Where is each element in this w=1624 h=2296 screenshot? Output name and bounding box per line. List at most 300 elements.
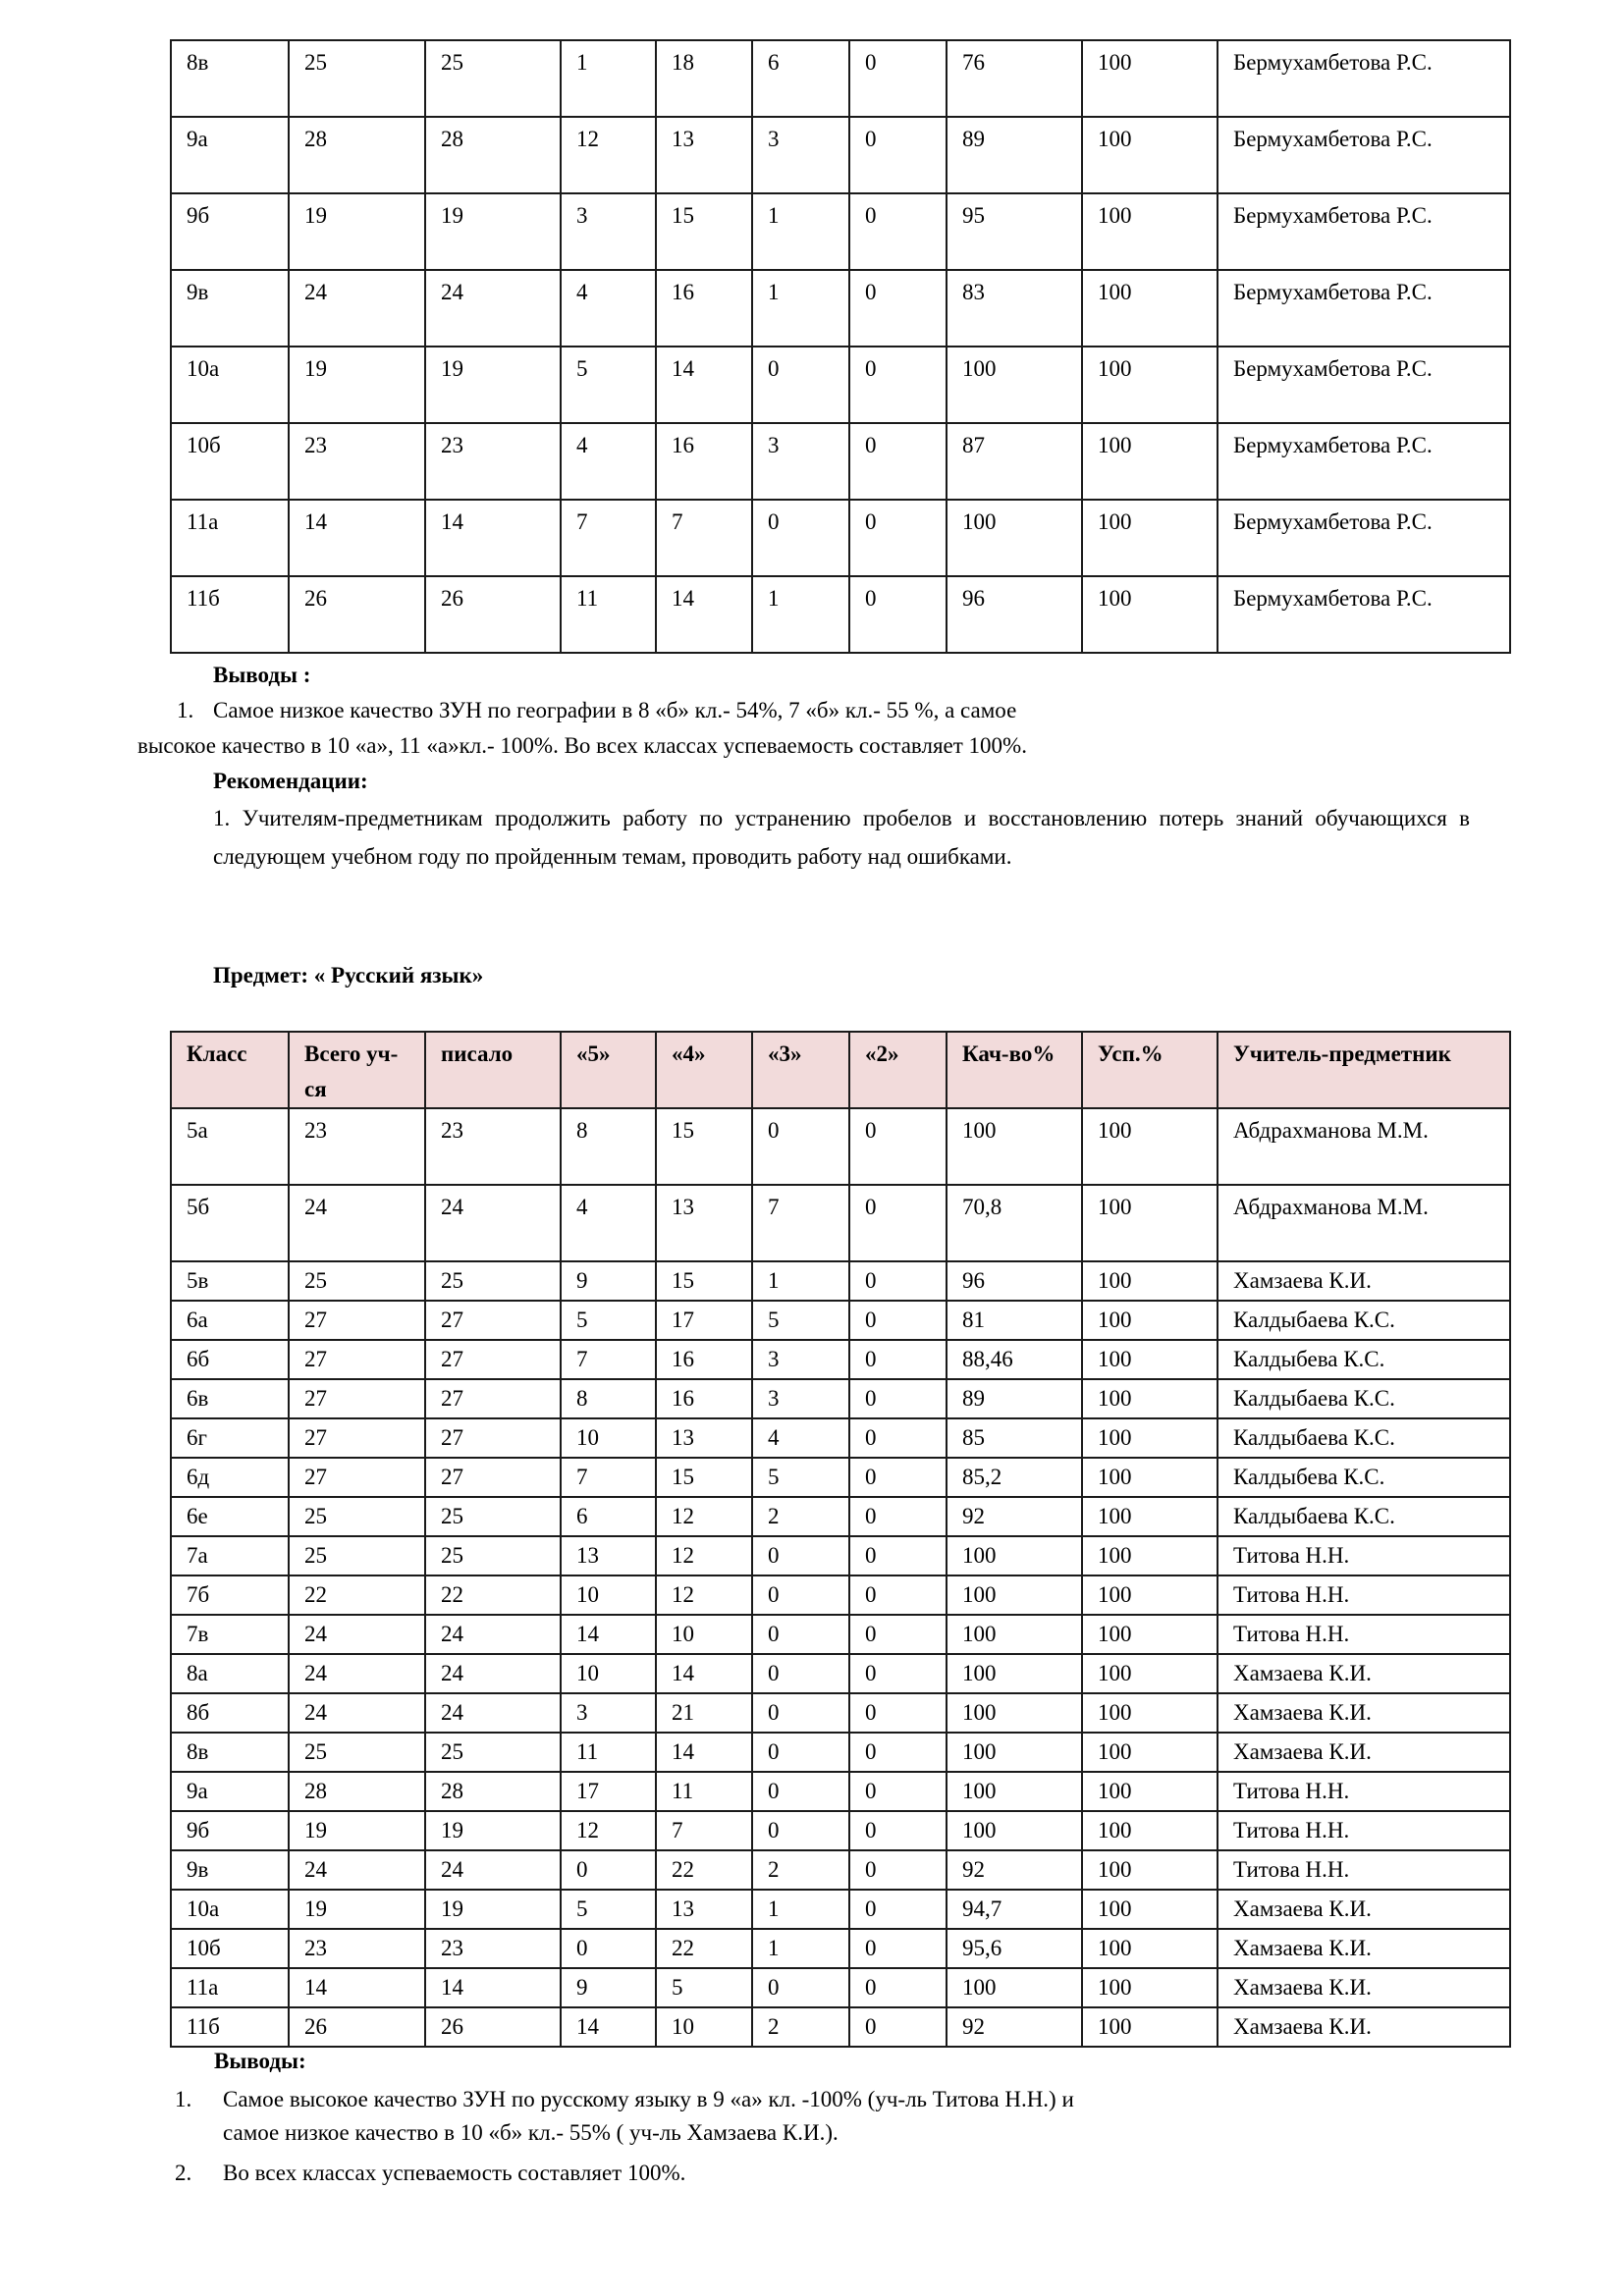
header-success-percent: Усп.%	[1082, 1032, 1218, 1108]
cell-total-students: 26	[289, 2007, 425, 2047]
cell-total-students: 23	[289, 1929, 425, 1968]
cell-teacher: Хамзаева К.И.	[1218, 1929, 1510, 1968]
cell-grade-3: 5	[752, 1301, 849, 1340]
cell-quality-percent: 96	[947, 576, 1082, 653]
cell-success-percent: 100	[1082, 117, 1218, 193]
cell-success-percent: 100	[1082, 347, 1218, 423]
cell-total-students: 27	[289, 1340, 425, 1379]
cell-grade-2: 0	[849, 40, 947, 117]
cell-grade-5: 6	[561, 1497, 656, 1536]
cell-grade-2: 0	[849, 1890, 947, 1929]
cell-grade-3: 6	[752, 40, 849, 117]
cell-grade-5: 7	[561, 1458, 656, 1497]
cell-grade-2: 0	[849, 1772, 947, 1811]
cell-success-percent: 100	[1082, 1654, 1218, 1693]
cell-class: 8а	[171, 1654, 289, 1693]
cell-total-students: 25	[289, 1733, 425, 1772]
geography-table-body	[171, 40, 1510, 653]
cell-success-percent: 100	[1082, 1340, 1218, 1379]
cell-total-students: 25	[289, 1536, 425, 1575]
cell-total-students: 27	[289, 1418, 425, 1458]
table-row	[171, 500, 1510, 576]
cell-grade-3: 0	[752, 1108, 849, 1185]
cell-grade-2: 0	[849, 1261, 947, 1301]
cell-class: 7б	[171, 1575, 289, 1615]
table-row	[171, 1185, 1510, 1261]
table-row	[171, 1418, 1510, 1458]
cell-class: 10б	[171, 423, 289, 500]
cell-grade-5: 11	[561, 1733, 656, 1772]
cell-quality-percent: 83	[947, 270, 1082, 347]
cell-grade-5: 5	[561, 1890, 656, 1929]
cell-class: 11а	[171, 1968, 289, 2007]
cell-grade-3: 1	[752, 193, 849, 270]
cell-grade-4: 22	[656, 1850, 752, 1890]
geography-conclusions-heading: Выводы :	[213, 663, 311, 687]
cell-grade-5: 0	[561, 1850, 656, 1890]
cell-grade-3: 0	[752, 1575, 849, 1615]
cell-grade-4: 7	[656, 500, 752, 576]
cell-success-percent: 100	[1082, 2007, 1218, 2047]
cell-wrote: 26	[425, 2007, 561, 2047]
cell-grade-2: 0	[849, 1968, 947, 2007]
cell-success-percent: 100	[1082, 1575, 1218, 1615]
cell-success-percent: 100	[1082, 1772, 1218, 1811]
cell-quality-percent: 92	[947, 2007, 1082, 2047]
cell-wrote: 23	[425, 1108, 561, 1185]
header-grade-3: «3»	[752, 1032, 849, 1108]
cell-teacher: Титова Н.Н.	[1218, 1615, 1510, 1654]
cell-wrote: 25	[425, 1497, 561, 1536]
cell-grade-2: 0	[849, 1340, 947, 1379]
table-row	[171, 117, 1510, 193]
cell-wrote: 25	[425, 1733, 561, 1772]
cell-grade-4: 12	[656, 1536, 752, 1575]
cell-grade-3: 1	[752, 1261, 849, 1301]
cell-quality-percent: 92	[947, 1497, 1082, 1536]
table-row	[171, 1654, 1510, 1693]
cell-success-percent: 100	[1082, 1379, 1218, 1418]
cell-grade-2: 0	[849, 576, 947, 653]
cell-grade-4: 15	[656, 1458, 752, 1497]
cell-class: 11б	[171, 576, 289, 653]
cell-class: 10б	[171, 1929, 289, 1968]
cell-grade-5: 14	[561, 2007, 656, 2047]
cell-grade-5: 10	[561, 1654, 656, 1693]
cell-quality-percent: 100	[947, 500, 1082, 576]
cell-grade-2: 0	[849, 1536, 947, 1575]
cell-grade-4: 5	[656, 1968, 752, 2007]
cell-wrote: 25	[425, 1536, 561, 1575]
cell-success-percent: 100	[1082, 423, 1218, 500]
cell-grade-3: 2	[752, 2007, 849, 2047]
cell-grade-2: 0	[849, 1458, 947, 1497]
cell-grade-4: 11	[656, 1772, 752, 1811]
cell-grade-2: 0	[849, 1379, 947, 1418]
header-total-students: Всего уч-ся	[289, 1032, 425, 1108]
cell-grade-4: 14	[656, 1733, 752, 1772]
cell-grade-3: 0	[752, 1615, 849, 1654]
cell-success-percent: 100	[1082, 1890, 1218, 1929]
cell-grade-2: 0	[849, 1185, 947, 1261]
cell-teacher: Калдыбаева К.С.	[1218, 1497, 1510, 1536]
cell-grade-2: 0	[849, 117, 947, 193]
cell-grade-3: 1	[752, 1929, 849, 1968]
cell-teacher: Абдрахманова М.М.	[1218, 1185, 1510, 1261]
cell-quality-percent: 81	[947, 1301, 1082, 1340]
cell-class: 10а	[171, 347, 289, 423]
cell-success-percent: 100	[1082, 1850, 1218, 1890]
cell-total-students: 24	[289, 1850, 425, 1890]
recommendations-text: 1. Учителям-предметникам продолжить работу по устранению пробелов и восстановлению потерь знаний обучающихся в следующем учебном году по пройденным темам, проводить работу над ошибками.	[213, 806, 1470, 869]
russian-conclusion-2-line-1: Во всех классах успеваемость составляет 100%.	[223, 2161, 686, 2185]
table-row	[171, 423, 1510, 500]
cell-total-students: 25	[289, 40, 425, 117]
cell-grade-3: 0	[752, 1693, 849, 1733]
cell-wrote: 26	[425, 576, 561, 653]
cell-quality-percent: 87	[947, 423, 1082, 500]
cell-grade-2: 0	[849, 1929, 947, 1968]
cell-class: 6б	[171, 1340, 289, 1379]
cell-success-percent: 100	[1082, 1693, 1218, 1733]
cell-quality-percent: 88,46	[947, 1340, 1082, 1379]
cell-grade-4: 16	[656, 1379, 752, 1418]
cell-teacher: Титова Н.Н.	[1218, 1536, 1510, 1575]
cell-class: 8б	[171, 1693, 289, 1733]
cell-total-students: 24	[289, 1693, 425, 1733]
table-row	[171, 1968, 1510, 2007]
cell-grade-2: 0	[849, 1693, 947, 1733]
cell-grade-2: 0	[849, 1418, 947, 1458]
cell-quality-percent: 100	[947, 1772, 1082, 1811]
cell-total-students: 28	[289, 117, 425, 193]
cell-success-percent: 100	[1082, 1261, 1218, 1301]
cell-quality-percent: 100	[947, 1693, 1082, 1733]
cell-teacher: Хамзаева К.И.	[1218, 1890, 1510, 1929]
cell-class: 9а	[171, 117, 289, 193]
cell-grade-4: 16	[656, 423, 752, 500]
cell-success-percent: 100	[1082, 1418, 1218, 1458]
cell-grade-3: 3	[752, 423, 849, 500]
cell-total-students: 24	[289, 1615, 425, 1654]
header-grade-2: «2»	[849, 1032, 947, 1108]
cell-teacher: Хамзаева К.И.	[1218, 1733, 1510, 1772]
table-row	[171, 1811, 1510, 1850]
cell-wrote: 27	[425, 1418, 561, 1458]
cell-success-percent: 100	[1082, 1929, 1218, 1968]
cell-grade-5: 3	[561, 193, 656, 270]
cell-grade-2: 0	[849, 1575, 947, 1615]
cell-class: 5а	[171, 1108, 289, 1185]
cell-grade-3: 0	[752, 347, 849, 423]
cell-grade-5: 5	[561, 347, 656, 423]
cell-wrote: 14	[425, 1968, 561, 2007]
cell-teacher: Хамзаева К.И.	[1218, 1654, 1510, 1693]
cell-grade-3: 2	[752, 1497, 849, 1536]
header-wrote: писало	[425, 1032, 561, 1108]
table-row	[171, 1733, 1510, 1772]
cell-grade-4: 14	[656, 1654, 752, 1693]
header-quality-percent: Кач-во%	[947, 1032, 1082, 1108]
cell-wrote: 24	[425, 1693, 561, 1733]
cell-class: 8в	[171, 40, 289, 117]
cell-teacher: Бермухамбетова Р.С.	[1218, 40, 1510, 117]
table-row	[171, 40, 1510, 117]
cell-grade-4: 13	[656, 1890, 752, 1929]
table-row	[171, 1536, 1510, 1575]
cell-teacher: Хамзаева К.И.	[1218, 1693, 1510, 1733]
table-row	[171, 193, 1510, 270]
cell-class: 7в	[171, 1615, 289, 1654]
cell-grade-4: 10	[656, 2007, 752, 2047]
cell-grade-5: 1	[561, 40, 656, 117]
cell-quality-percent: 100	[947, 1536, 1082, 1575]
russian-table-body	[171, 1108, 1510, 2047]
table-row	[171, 270, 1510, 347]
cell-grade-5: 4	[561, 1185, 656, 1261]
cell-teacher: Бермухамбетова Р.С.	[1218, 423, 1510, 500]
cell-wrote: 25	[425, 1261, 561, 1301]
cell-wrote: 27	[425, 1340, 561, 1379]
cell-wrote: 14	[425, 500, 561, 576]
cell-wrote: 27	[425, 1301, 561, 1340]
cell-grade-5: 8	[561, 1379, 656, 1418]
cell-success-percent: 100	[1082, 500, 1218, 576]
cell-quality-percent: 85,2	[947, 1458, 1082, 1497]
table-row	[171, 1890, 1510, 1929]
cell-wrote: 24	[425, 1850, 561, 1890]
cell-grade-3: 0	[752, 1772, 849, 1811]
cell-class: 8в	[171, 1733, 289, 1772]
cell-grade-5: 11	[561, 576, 656, 653]
cell-quality-percent: 100	[947, 1654, 1082, 1693]
cell-quality-percent: 76	[947, 40, 1082, 117]
cell-grade-4: 13	[656, 1418, 752, 1458]
cell-wrote: 27	[425, 1379, 561, 1418]
cell-success-percent: 100	[1082, 1536, 1218, 1575]
cell-grade-4: 12	[656, 1575, 752, 1615]
cell-class: 10а	[171, 1890, 289, 1929]
cell-quality-percent: 89	[947, 117, 1082, 193]
russian-conclusion-1-number: 1.	[175, 2087, 192, 2111]
cell-total-students: 27	[289, 1458, 425, 1497]
cell-teacher: Хамзаева К.И.	[1218, 2007, 1510, 2047]
cell-grade-5: 7	[561, 500, 656, 576]
cell-grade-5: 12	[561, 1811, 656, 1850]
cell-quality-percent: 85	[947, 1418, 1082, 1458]
cell-quality-percent: 100	[947, 1108, 1082, 1185]
cell-success-percent: 100	[1082, 1811, 1218, 1850]
cell-grade-5: 0	[561, 1929, 656, 1968]
cell-class: 9б	[171, 193, 289, 270]
cell-teacher: Бермухамбетова Р.С.	[1218, 193, 1510, 270]
cell-grade-5: 7	[561, 1340, 656, 1379]
cell-grade-4: 13	[656, 117, 752, 193]
cell-teacher: Титова Н.Н.	[1218, 1575, 1510, 1615]
cell-grade-5: 5	[561, 1301, 656, 1340]
cell-grade-3: 3	[752, 1340, 849, 1379]
cell-grade-3: 0	[752, 1733, 849, 1772]
cell-class: 11а	[171, 500, 289, 576]
cell-grade-3: 7	[752, 1185, 849, 1261]
cell-success-percent: 100	[1082, 576, 1218, 653]
cell-teacher: Калдыбева К.С.	[1218, 1340, 1510, 1379]
table-row	[171, 1772, 1510, 1811]
cell-grade-5: 13	[561, 1536, 656, 1575]
cell-total-students: 22	[289, 1575, 425, 1615]
cell-wrote: 23	[425, 423, 561, 500]
geography-conclusion-line-1: Самое низкое качество ЗУН по географии в 8 «б» кл.- 54%, 7 «б» кл.- 55 %, а самое	[213, 698, 1017, 722]
cell-grade-2: 0	[849, 1811, 947, 1850]
cell-grade-4: 15	[656, 1108, 752, 1185]
cell-success-percent: 100	[1082, 1458, 1218, 1497]
cell-grade-5: 9	[561, 1968, 656, 2007]
cell-quality-percent: 94,7	[947, 1890, 1082, 1929]
table-row	[171, 1340, 1510, 1379]
cell-grade-2: 0	[849, 193, 947, 270]
cell-grade-3: 1	[752, 270, 849, 347]
cell-total-students: 19	[289, 193, 425, 270]
cell-total-students: 27	[289, 1379, 425, 1418]
cell-grade-5: 10	[561, 1575, 656, 1615]
cell-class: 6а	[171, 1301, 289, 1340]
cell-teacher: Бермухамбетова Р.С.	[1218, 270, 1510, 347]
cell-grade-5: 12	[561, 117, 656, 193]
cell-grade-2: 0	[849, 1654, 947, 1693]
table-row	[171, 1575, 1510, 1615]
cell-wrote: 28	[425, 117, 561, 193]
cell-wrote: 23	[425, 1929, 561, 1968]
cell-grade-4: 14	[656, 347, 752, 423]
cell-success-percent: 100	[1082, 1185, 1218, 1261]
table-row	[171, 2007, 1510, 2047]
cell-wrote: 22	[425, 1575, 561, 1615]
cell-teacher: Калдыбаева К.С.	[1218, 1418, 1510, 1458]
cell-quality-percent: 100	[947, 1811, 1082, 1850]
cell-teacher: Хамзаева К.И.	[1218, 1261, 1510, 1301]
cell-grade-3: 5	[752, 1458, 849, 1497]
cell-grade-5: 10	[561, 1418, 656, 1458]
cell-grade-2: 0	[849, 270, 947, 347]
russian-conclusion-2-number: 2.	[175, 2161, 192, 2185]
cell-quality-percent: 100	[947, 1968, 1082, 2007]
cell-teacher: Бермухамбетова Р.С.	[1218, 117, 1510, 193]
cell-quality-percent: 100	[947, 347, 1082, 423]
cell-class: 9в	[171, 1850, 289, 1890]
russian-conclusions-heading: Выводы:	[214, 2049, 306, 2073]
cell-grade-2: 0	[849, 1108, 947, 1185]
table-row	[171, 576, 1510, 653]
cell-grade-3: 4	[752, 1418, 849, 1458]
cell-total-students: 23	[289, 423, 425, 500]
geography-results-table	[170, 39, 1511, 654]
cell-class: 5б	[171, 1185, 289, 1261]
recommendations-heading: Рекомендации:	[213, 769, 368, 793]
cell-total-students: 14	[289, 500, 425, 576]
cell-wrote: 19	[425, 1890, 561, 1929]
cell-class: 9б	[171, 1811, 289, 1850]
russian-results-table	[170, 1031, 1511, 2048]
table-row	[171, 1379, 1510, 1418]
cell-quality-percent: 100	[947, 1733, 1082, 1772]
cell-teacher: Титова Н.Н.	[1218, 1772, 1510, 1811]
cell-grade-3: 0	[752, 1654, 849, 1693]
cell-class: 6д	[171, 1458, 289, 1497]
cell-wrote: 24	[425, 270, 561, 347]
cell-grade-4: 16	[656, 1340, 752, 1379]
cell-wrote: 28	[425, 1772, 561, 1811]
cell-success-percent: 100	[1082, 1301, 1218, 1340]
header-teacher: Учитель-предметник	[1218, 1032, 1510, 1108]
cell-grade-2: 0	[849, 1615, 947, 1654]
cell-grade-3: 3	[752, 1379, 849, 1418]
cell-quality-percent: 92	[947, 1850, 1082, 1890]
cell-quality-percent: 96	[947, 1261, 1082, 1301]
cell-class: 11б	[171, 2007, 289, 2047]
cell-total-students: 19	[289, 1811, 425, 1850]
cell-grade-2: 0	[849, 423, 947, 500]
cell-class: 7а	[171, 1536, 289, 1575]
cell-total-students: 28	[289, 1772, 425, 1811]
header-grade-5: «5»	[561, 1032, 656, 1108]
cell-grade-4: 18	[656, 40, 752, 117]
cell-quality-percent: 100	[947, 1575, 1082, 1615]
cell-success-percent: 100	[1082, 193, 1218, 270]
cell-class: 6е	[171, 1497, 289, 1536]
cell-class: 9а	[171, 1772, 289, 1811]
cell-quality-percent: 100	[947, 1615, 1082, 1654]
cell-teacher: Калдыбаева К.С.	[1218, 1379, 1510, 1418]
cell-teacher: Калдыбева К.С.	[1218, 1458, 1510, 1497]
table-row	[171, 1850, 1510, 1890]
cell-grade-2: 0	[849, 1850, 947, 1890]
cell-teacher: Бермухамбетова Р.С.	[1218, 576, 1510, 653]
cell-total-students: 24	[289, 1654, 425, 1693]
cell-teacher: Титова Н.Н.	[1218, 1811, 1510, 1850]
cell-teacher: Хамзаева К.И.	[1218, 1968, 1510, 2007]
cell-total-students: 25	[289, 1261, 425, 1301]
cell-grade-3: 0	[752, 1811, 849, 1850]
cell-total-students: 19	[289, 1890, 425, 1929]
cell-grade-4: 14	[656, 576, 752, 653]
cell-grade-3: 0	[752, 1536, 849, 1575]
cell-wrote: 24	[425, 1654, 561, 1693]
cell-teacher: Абдрахманова М.М.	[1218, 1108, 1510, 1185]
cell-success-percent: 100	[1082, 270, 1218, 347]
cell-grade-4: 10	[656, 1615, 752, 1654]
cell-wrote: 27	[425, 1458, 561, 1497]
cell-grade-4: 15	[656, 193, 752, 270]
cell-grade-5: 4	[561, 270, 656, 347]
cell-total-students: 19	[289, 347, 425, 423]
cell-quality-percent: 70,8	[947, 1185, 1082, 1261]
cell-success-percent: 100	[1082, 1108, 1218, 1185]
header-class: Класс	[171, 1032, 289, 1108]
table-row	[171, 1261, 1510, 1301]
table-row	[171, 1497, 1510, 1536]
russian-conclusion-1-line-1: Самое высокое качество ЗУН по русскому языку в 9 «а» кл. -100% (уч-ль Титова Н.Н.) и	[223, 2087, 1074, 2111]
geography-conclusion-line-2: высокое качество в 10 «а», 11 «а»кл.- 100%. Во всех классах успеваемость составляет 100%.	[137, 733, 1027, 758]
cell-grade-3: 0	[752, 500, 849, 576]
cell-teacher: Калдыбаева К.С.	[1218, 1301, 1510, 1340]
cell-class: 5в	[171, 1261, 289, 1301]
table-header-row	[171, 1032, 1510, 1108]
cell-grade-4: 13	[656, 1185, 752, 1261]
cell-grade-5: 17	[561, 1772, 656, 1811]
cell-success-percent: 100	[1082, 1968, 1218, 2007]
cell-grade-3: 1	[752, 576, 849, 653]
cell-teacher: Бермухамбетова Р.С.	[1218, 500, 1510, 576]
